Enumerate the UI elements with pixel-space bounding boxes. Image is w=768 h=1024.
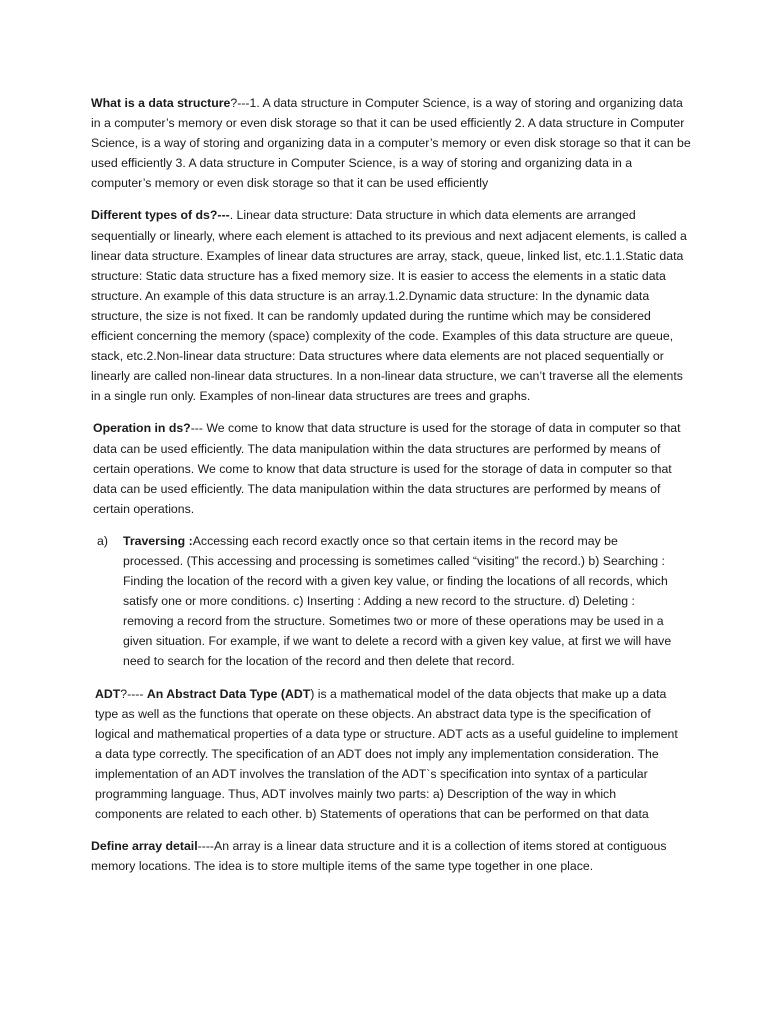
heading-abstract-data-type: An Abstract Data Type (ADT [146, 686, 311, 701]
body-traversing: Accessing each record exactly once so that certain items in the record may be processed. (This accessing and processing is sometimes called “visiting” the record.) b) Searching : Finding the location of the record with a given key value, or finding the locations of all records, which satisfy one or more conditions. c) Inserting : Adding a new record to the structure. d) Deleting : removing a record from the structure. Sometimes two or more of these operations may be used in a given situation. For example, if we want to delete a record with a given key value, at first we will have need to search for the location of the record and then delete that record. [123, 533, 672, 669]
paragraph-what-is-data-structure [91, 93, 691, 193]
heading-types-of-ds: Different types of ds?--- [91, 208, 230, 223]
body-adt: ) is a mathematical model of the data objects that make up a data type as well as the functions that operate on these objects. An abstract data type is the specification of logical and mathematical properties of a data type or structure. ADT acts as a useful guideline to implement a data type correctly. The specification of an ADT does not imply any implementation consideration. The implementation of an ADT involves the translation of the ADT`s specification into syntax of a particular programming language. Thus, ADT involves mainly two parts: a) Description of the way in which components are related to each other. b) Statements of operations that can be performed on that data [95, 686, 678, 822]
heading-adt: ADT [95, 686, 121, 701]
body-what-is-data-structure: ?---1. A data structure in Computer Science, is a way of storing and organizing data in a computer’s memory or even disk storage so that it can be used efficiently 2. A data structure in Computer Science, is a way of storing and organizing data in a computer’s memory or even disk storage so that it can be used efficiently 3. A data structure in Computer Science, is a way of storing and organizing data in a computer’s memory or even disk storage so that it can be used efficiently [91, 96, 691, 191]
body-types-of-ds: . Linear data structure: Data structure in which data elements are arranged sequentially or linearly, where each element is attached to its previous and next adjacent elements, is called a linear data structure. Examples of linear data structures are array, stack, queue, linked list, etc.1.1.Static data structure: Static data structure has a fixed memory size. It is easier to access the elements in a static data structure. An example of this data structure is an array.1.2.Dynamic data structure: In the dynamic data structure, the size is not fixed. It can be randomly updated during the runtime which may be considered efficient concerning the memory (space) complexity of the code. Examples of this data structure are queue, stack, etc.2.Non-linear data structure: Data structures where data elements are not placed sequentially or linearly are called non-linear data structures. In a non-linear data structure, we can’t traverse all the elements in a single run only. Examples of non-linear data structures are trees and graphs. [91, 208, 687, 404]
operations-list [91, 531, 691, 672]
paragraph-adt [91, 684, 691, 825]
paragraph-types-of-ds [91, 205, 691, 406]
document-page [91, 93, 691, 888]
body-adt-prefix: ?---- [120, 686, 147, 701]
heading-array: Define array detail [91, 839, 198, 854]
body-operations: --- We come to know that data structure is used for the storage of data in computer so that data can be used efficiently. The data manipulation within the data structures are performed by means of certain operations. We come to know that data structure is used for the storage of data in computer so that data can be used efficiently. The data manipulation within the data structures are performed by means of certain operations. [93, 421, 681, 516]
heading-what-is-data-structure: What is a data structure [91, 96, 231, 110]
list-item [123, 531, 691, 672]
list-marker: a) [97, 533, 108, 548]
heading-traversing: Traversing : [123, 533, 193, 548]
body-array: ----An array is a linear data structure and it is a collection of items stored at contiguous memory locations. The idea is to store multiple items of the same type together in one place. [91, 839, 667, 874]
heading-operations: Operation in ds? [93, 421, 191, 436]
paragraph-operations [91, 418, 691, 518]
paragraph-array [91, 836, 691, 876]
